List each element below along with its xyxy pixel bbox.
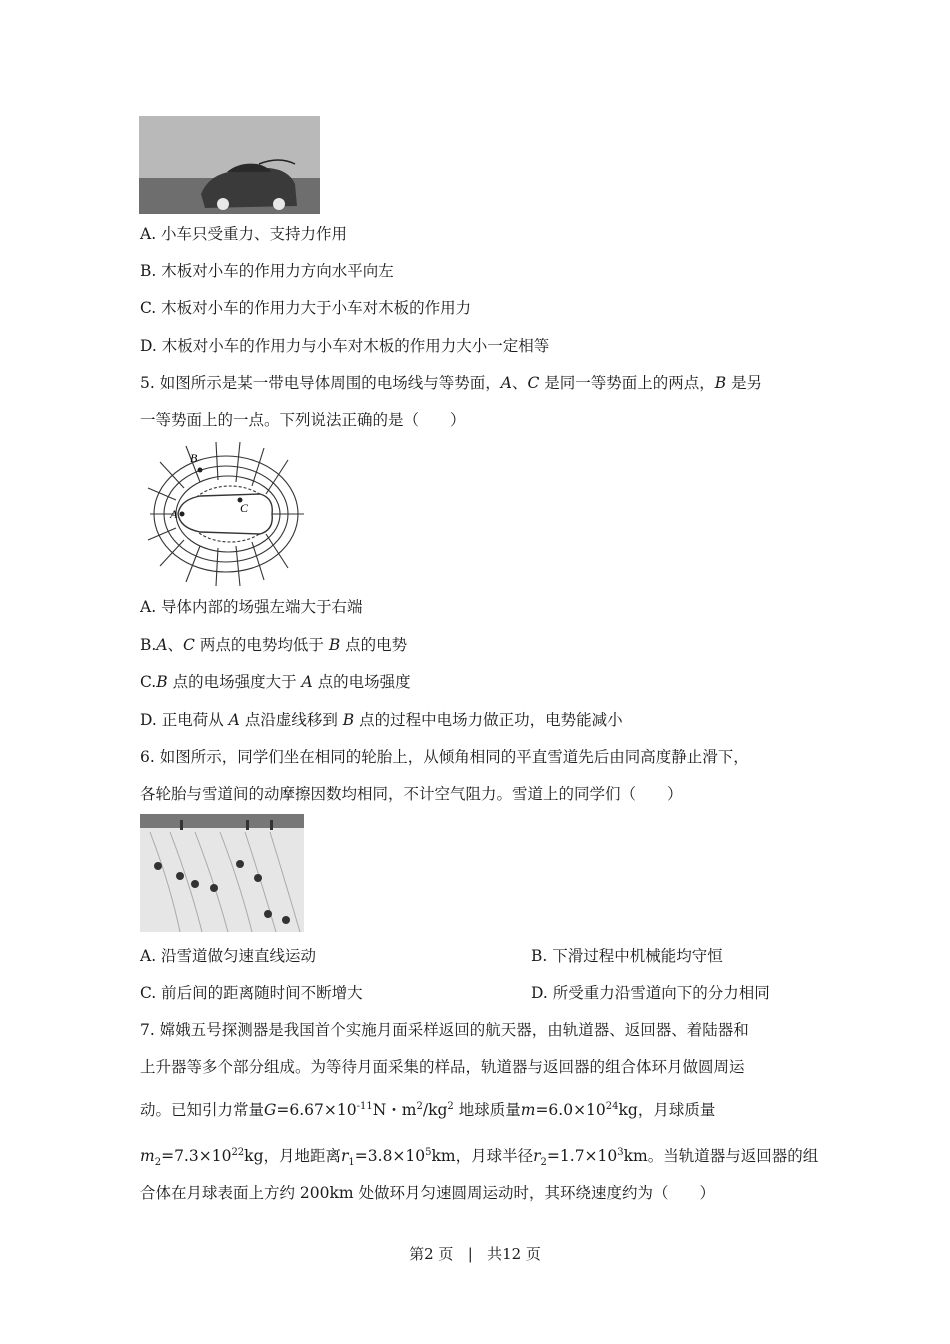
q7-line3: 动。已知引力常量$G=6.67\times 10^{-11}N$・$m^2/kg^2$ 地球质量$m=6.0\times 10^{24}kg$，月球质量 — [140, 1100, 716, 1119]
q5-option-c: C.B 点的电场强度大于 A 点的电场强度 — [140, 673, 411, 691]
q6-option-c: C. 前后间的距离随时间不断增大 — [140, 984, 363, 1002]
q6-option-b: B. 下滑过程中机械能均守恒 — [531, 947, 723, 965]
car-photo — [139, 116, 320, 214]
q4-option-a: A. 小车只受重力、支持力作用 — [140, 225, 348, 243]
q4-option-c: C. 木板对小车的作用力大于小车对木板的作用力 — [140, 299, 472, 317]
q4-option-d: D. 木板对小车的作用力与小车对木板的作用力大小一定相等 — [140, 337, 550, 355]
snow-slope-photo — [140, 814, 304, 932]
q6-stem-line2: 各轮胎与雪道间的动摩擦因数均相同，不计空气阻力。雪道上的同学们（ ） — [140, 785, 683, 803]
q6-option-d: D. 所受重力沿雪道向下的分力相同 — [531, 984, 770, 1002]
q4-option-b: B. 木板对小车的作用力方向水平向左 — [140, 262, 394, 280]
figure-label-c: C — [240, 501, 249, 515]
page-total: 共12 页 — [487, 1245, 541, 1263]
q7-line2: 上升器等多个部分组成。为等待月面采集的样品，轨道器与返回器的组合体环月做圆周运 — [140, 1058, 745, 1076]
q5-stem-line1: 5. 如图所示是某一带电导体周围的电场线与等势面，A、C 是同一等势面上的两点，B 是另 — [140, 374, 763, 392]
q7-line4: $m_2=7.3\times 10^{22}kg$，月地距离$r_1=3.8\times 10^5km$，月球半径$r_2=1.7\times 10^3km$。当轨道器与返回器的组 — [140, 1146, 819, 1169]
figure-label-a: A — [170, 507, 178, 521]
q6-option-a: A. 沿雪道做匀速直线运动 — [140, 947, 317, 965]
q7-line5: 合体在月球表面上方约 200km 处做环月匀速圆周运动时，其环绕速度约为（ ） — [140, 1184, 716, 1202]
electric-field-figure — [140, 440, 308, 590]
q5-option-d: D. 正电荷从 A 点沿虚线移到 B 点的过程中电场力做正功，电势能减小 — [140, 711, 623, 729]
page-number: 第2 页 — [409, 1245, 454, 1263]
q7-line1: 7. 嫦娥五号探测器是我国首个实施月面采样返回的航天器，由轨道器、返回器、着陆器和 — [140, 1021, 749, 1039]
figure-label-b: B — [190, 451, 198, 465]
q5-option-a: A. 导体内部的场强左端大于右端 — [140, 598, 363, 616]
q5-stem-line2: 一等势面上的一点。下列说法正确的是（ ） — [140, 411, 466, 429]
footer-separator: | — [467, 1245, 473, 1263]
page-footer — [0, 1243, 950, 1264]
q5-option-b: B.A、C 两点的电势均低于 B 点的电势 — [140, 636, 408, 654]
q6-stem-line1: 6. 如图所示，同学们坐在相同的轮胎上，从倾角相同的平直雪道先后由同高度静止滑下， — [140, 748, 749, 766]
